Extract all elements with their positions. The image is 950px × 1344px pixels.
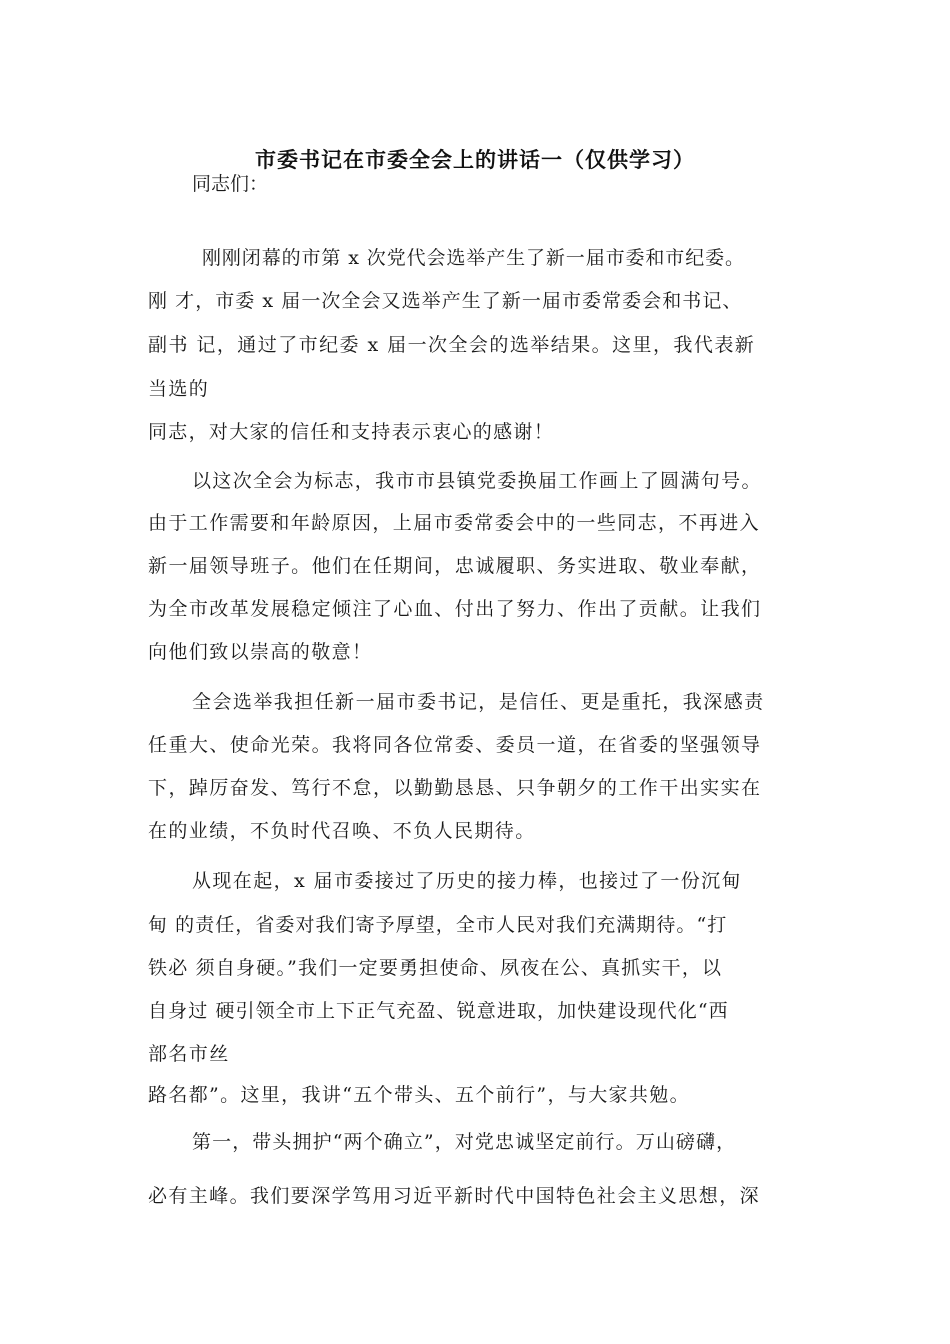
text-line: 以这次全会为标志，我市市县镇党委换届工作画上了圆满句号。 xyxy=(192,470,762,492)
text-line: 路名都”。这里，我讲“五个带头、五个前行”，与大家共勉。 xyxy=(148,1084,690,1106)
text-line: 由于工作需要和年龄原因，上届市委常委会中的一些同志，不再进入 xyxy=(148,512,761,534)
text-line: 第一，带头拥护“两个确立”，对党忠诚坚定前行。万山磅礴， xyxy=(192,1131,737,1153)
text-line: 同志，对大家的信任和支持表示衷心的感谢！ xyxy=(148,421,555,443)
text-line: 刚 才，市委 x 届一次全会又选举产生了新一届市委常委会和书记、 xyxy=(148,290,743,312)
text-line: 铁必 须自身硬。”我们一定要勇担使命、夙夜在公、真抓实干，以 xyxy=(148,957,723,979)
text-line: 向他们致以崇高的敬意！ xyxy=(148,641,373,663)
text-line: 下，踔厉奋发、笃行不怠，以勤勤恳恳、只争朝夕的工作干出实实在 xyxy=(148,777,762,799)
text-line: 任重大、使命光荣。我将同各位常委、委员一道，在省委的坚强领导 xyxy=(148,734,762,756)
text-line: 当选的 xyxy=(148,378,210,400)
text-line: 自身过 硬引领全市上下正气充盈、锐意进取，加快建设现代化“西 xyxy=(148,1000,729,1022)
text-line: 刚刚闭幕的市第 x 次党代会选举产生了新一届市委和市纪委。 xyxy=(202,247,745,269)
text-line: 新一届领导班子。他们在任期间，忠诚履职、务实进取、敬业奉献， xyxy=(148,555,762,577)
text-line: 必有主峰。我们要深学笃用习近平新时代中国特色社会主义思想，深 xyxy=(148,1185,761,1207)
text-line: 从现在起，x 届市委接过了历史的接力棒，也接过了一份沉甸 xyxy=(192,870,742,892)
document-title: 市委书记在市委全会上的讲话一（仅供学习） xyxy=(255,148,695,172)
text-line: 全会选举我担任新一届市委书记，是信任、更是重托，我深感责 xyxy=(192,691,765,713)
text-line: 在的业绩，不负时代召唤、不负人民期待。 xyxy=(148,820,536,842)
text-line: 副书 记，通过了市纪委 x 届一次全会的选举结果。这里，我代表新 xyxy=(148,334,756,356)
text-line: 同志们： xyxy=(192,173,269,195)
text-line: 为全市改革发展稳定倾注了心血、付出了努力、作出了贡献。让我们 xyxy=(148,598,762,620)
text-line: 甸 的责任，省委对我们寄予厚望，全市人民对我们充满期待。“打 xyxy=(148,914,728,936)
text-line: 部名市丝 xyxy=(148,1043,230,1065)
